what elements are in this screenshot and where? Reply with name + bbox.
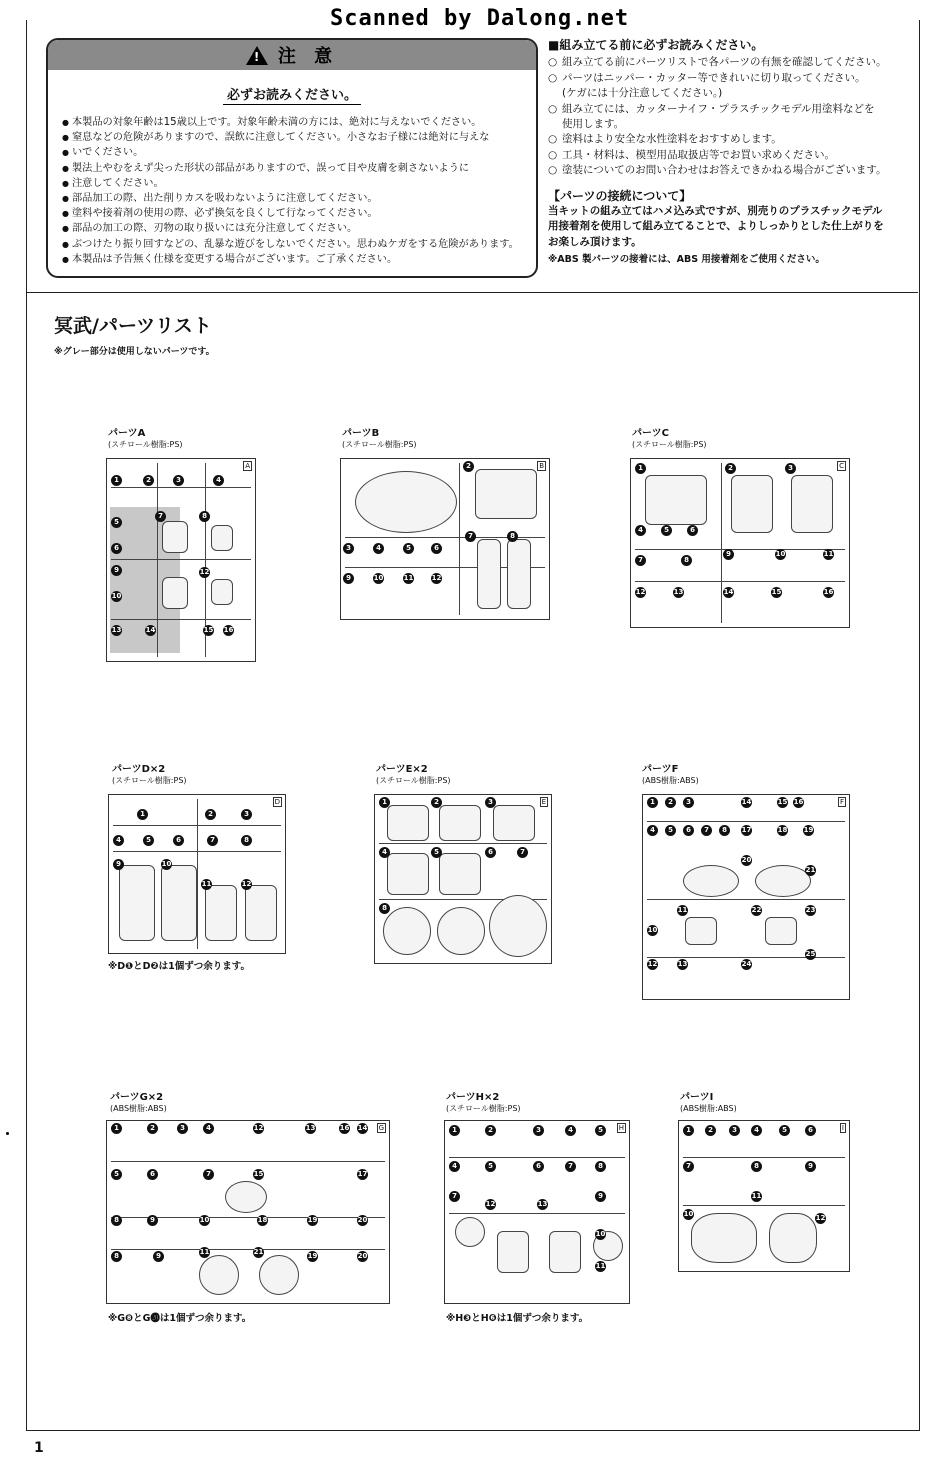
part-number: 4	[751, 1125, 762, 1136]
part-number: 4	[203, 1123, 214, 1134]
runner-material: (スチロール樹脂:PS)	[376, 776, 451, 785]
connection-line: お楽しみ頂けます。	[548, 235, 642, 248]
part-number: 9	[153, 1251, 164, 1262]
part-number: 18	[257, 1216, 268, 1224]
runner-h-diagram	[444, 1120, 630, 1304]
part-number: 12	[199, 568, 210, 576]
part-number: 15	[253, 1170, 264, 1178]
part-number: 7	[203, 1169, 214, 1180]
part-number: 2	[485, 1125, 496, 1136]
sprue	[459, 463, 460, 615]
part-shape	[259, 1255, 299, 1295]
part-number: 10	[199, 1216, 210, 1224]
part-number: 9	[805, 1161, 816, 1172]
part-number: 10	[647, 926, 658, 934]
section-divider	[26, 292, 918, 293]
part-number: 6	[147, 1169, 158, 1180]
runner-letter: H	[618, 1124, 624, 1132]
part-shape	[225, 1181, 267, 1213]
part-number: 15	[777, 798, 788, 806]
note-item: ○ 組み立てる前にパーツリストで各パーツの有無を確認してください。	[548, 55, 908, 70]
runner-d-diagram	[108, 794, 286, 954]
part-number: 1	[449, 1125, 460, 1136]
assembly-notes	[548, 38, 908, 268]
part-shape	[439, 853, 481, 895]
part-number: 16	[339, 1124, 350, 1132]
part-shape	[211, 579, 233, 605]
part-number: 4	[635, 525, 646, 536]
part-number: 5	[111, 517, 122, 528]
part-number: 8	[111, 1251, 122, 1262]
runner-c-label	[632, 428, 707, 450]
connection-line: 用接着剤を使用して組み立てることで、よりしっかりとした仕上がりを	[548, 220, 884, 233]
part-number: 1	[683, 1125, 694, 1136]
part-number: 3	[343, 543, 354, 554]
part-number: 8	[507, 531, 518, 542]
part-shape	[685, 917, 717, 945]
runner-i-diagram	[678, 1120, 850, 1272]
sprue	[111, 559, 251, 560]
part-number: 2	[431, 797, 442, 808]
part-number: 8	[379, 903, 390, 914]
part-shape	[549, 1231, 581, 1273]
part-number: 1	[111, 1123, 122, 1134]
part-number: 3	[177, 1123, 188, 1134]
part-number: 11	[403, 574, 414, 582]
parts-list-note: ※グレー部分は使用しないパーツです。	[54, 347, 215, 357]
runner-d-footnote: ※D❶とD❷は1個ずつ余ります。	[108, 961, 250, 972]
runner-material: (スチロール樹脂:PS)	[342, 440, 417, 449]
part-shape	[161, 865, 197, 941]
part-number: 5	[779, 1125, 790, 1136]
part-number: 7	[449, 1191, 460, 1202]
part-number: 24	[741, 960, 752, 968]
runner-title: パーツD×2	[112, 764, 166, 775]
part-number: 20	[741, 856, 752, 864]
part-number: 13	[673, 588, 684, 596]
part-number: 13	[305, 1124, 316, 1132]
part-number: 4	[379, 847, 390, 858]
part-number: 6	[111, 543, 122, 554]
part-number: 13	[677, 960, 688, 968]
part-number: 19	[307, 1216, 318, 1224]
part-number: 23	[805, 906, 816, 914]
caution-item-cont: ● いでください。	[62, 145, 536, 160]
part-shape	[791, 475, 833, 533]
part-number: 5	[665, 825, 676, 836]
part-number: 12	[815, 1214, 826, 1222]
part-number: 5	[431, 847, 442, 858]
part-number: 9	[723, 549, 734, 560]
part-shape	[199, 1255, 239, 1295]
runner-e-label	[376, 764, 451, 786]
part-number: 1	[111, 475, 122, 486]
part-number: 4	[449, 1161, 460, 1172]
caution-subtitle: 必ずお読みください。	[48, 84, 536, 103]
runner-letter: I	[841, 1124, 844, 1132]
page-number: 1	[34, 1440, 44, 1456]
part-number: 6	[173, 835, 184, 846]
part-number: 5	[485, 1161, 496, 1172]
part-shape	[507, 539, 531, 609]
part-number: 5	[661, 525, 672, 536]
part-number: 11	[751, 1192, 762, 1200]
sprue	[647, 821, 845, 822]
part-shape	[691, 1213, 757, 1263]
note-item-cont: 使用します。	[562, 118, 625, 131]
runner-h-footnote: ※H❸とH❻は1個ずつ余ります。	[446, 1313, 589, 1324]
part-number: 6	[687, 525, 698, 536]
caution-item: ● 部品加工の際、出た削りカスを吸わないように注意してください。	[62, 191, 536, 206]
part-number: 4	[647, 825, 658, 836]
runner-material: (ABS樹脂:ABS)	[642, 776, 699, 785]
runner-b-label	[342, 428, 417, 450]
part-shape	[477, 539, 501, 609]
part-number: 7	[701, 825, 712, 836]
part-shape	[162, 521, 188, 553]
part-number: 20	[357, 1252, 368, 1260]
runner-letter: F	[839, 798, 844, 806]
part-shape	[683, 865, 739, 897]
runner-title: パーツB	[342, 428, 380, 439]
part-shape	[205, 885, 237, 941]
part-number: 5	[143, 835, 154, 846]
runner-title: パーツE×2	[376, 764, 428, 775]
part-number: 25	[805, 950, 816, 958]
note-item: ○ 組み立てには、カッターナイフ・プラスチックモデル用塗料などを	[548, 102, 908, 117]
part-number: 9	[113, 859, 124, 870]
runner-a-label	[108, 428, 183, 450]
part-number: 8	[595, 1161, 606, 1172]
part-number: 2	[147, 1123, 158, 1134]
part-number: 21	[253, 1248, 264, 1256]
part-shape	[455, 1217, 485, 1247]
runner-d-label	[112, 764, 187, 786]
part-shape	[497, 1231, 529, 1273]
runner-title: パーツC	[632, 428, 669, 439]
sprue	[449, 1157, 625, 1158]
part-number: 4	[565, 1125, 576, 1136]
sprue	[647, 899, 845, 900]
sprue	[197, 799, 198, 949]
part-shape	[387, 805, 429, 841]
part-number: 6	[533, 1161, 544, 1172]
caution-title: 注 意	[277, 46, 339, 67]
part-number: 2	[725, 463, 736, 474]
part-number: 8	[199, 511, 210, 522]
runner-title: パーツF	[642, 764, 679, 775]
part-number: 13	[111, 626, 122, 634]
parts-list-title: 冥武/パーツリスト	[54, 315, 212, 337]
part-number: 21	[805, 866, 816, 874]
part-number: 2	[665, 797, 676, 808]
runner-f-label	[642, 764, 699, 786]
part-number: 9	[111, 565, 122, 576]
sprue	[635, 581, 845, 582]
part-number: 5	[111, 1169, 122, 1180]
part-shape	[119, 865, 155, 941]
part-number: 3	[485, 797, 496, 808]
note-item: ○ 工具・材料は、模型用品取扱店等でお買い求めください。	[548, 148, 908, 163]
caution-item: ● 部品の加工の際、刃物の取り扱いには充分注意してください。	[62, 221, 536, 236]
part-shape	[765, 917, 797, 945]
part-number: 4	[213, 475, 224, 486]
part-shape	[731, 475, 773, 533]
part-number: 7	[155, 511, 166, 522]
runner-title: パーツI	[680, 1092, 714, 1103]
part-number: 6	[805, 1125, 816, 1136]
part-number: 7	[635, 555, 646, 566]
part-number: 5	[595, 1125, 606, 1136]
part-number: 3	[683, 797, 694, 808]
part-shape	[437, 907, 485, 955]
part-number: 1	[647, 797, 658, 808]
part-number: 8	[751, 1161, 762, 1172]
part-number: 14	[145, 626, 156, 634]
part-number: 12	[647, 960, 658, 968]
sprue	[721, 463, 722, 623]
runner-g-diagram	[106, 1120, 390, 1304]
runner-title: パーツH×2	[446, 1092, 500, 1103]
runner-material: (スチロール樹脂:PS)	[632, 440, 707, 449]
runner-letter: A	[245, 462, 250, 470]
part-number: 19	[803, 826, 814, 834]
part-shape	[755, 865, 811, 897]
runner-letter: G	[378, 1124, 384, 1132]
note-item: ○ パーツはニッパー・カッター等できれいに切り取ってください。	[548, 71, 908, 86]
part-shape	[493, 805, 535, 841]
runner-material: (スチロール樹脂:PS)	[446, 1104, 521, 1113]
part-number: 8	[111, 1215, 122, 1226]
part-number: 14	[741, 798, 752, 806]
part-number: 15	[771, 588, 782, 596]
part-number: 11	[823, 550, 834, 558]
note-item-cont: (ケガには十分注意してください。)	[562, 87, 723, 100]
part-number: 7	[517, 847, 528, 858]
runner-i-label	[680, 1092, 737, 1114]
part-number: 3	[729, 1125, 740, 1136]
part-shape	[387, 853, 429, 895]
runner-letter: E	[541, 798, 546, 806]
sprue	[111, 619, 251, 620]
caution-item-cont: ● 注意してください。	[62, 176, 536, 191]
part-shape	[439, 805, 481, 841]
runner-material: (ABS樹脂:ABS)	[680, 1104, 737, 1113]
part-number: 15	[203, 626, 214, 634]
part-number: 12	[485, 1200, 496, 1208]
part-number: 7	[465, 531, 476, 542]
caution-header	[48, 40, 536, 70]
part-number: 1	[137, 809, 148, 820]
part-shape	[769, 1213, 817, 1263]
caution-item: ● 窒息などの危険がありますので、誤飲に注意してください。小さなお子様には絶対に与えな	[62, 130, 536, 145]
runner-f-diagram	[642, 794, 850, 1000]
part-number: 6	[683, 825, 694, 836]
part-number: 2	[705, 1125, 716, 1136]
part-number: 12	[635, 588, 646, 596]
part-number: 8	[719, 825, 730, 836]
runner-a-diagram	[106, 458, 256, 662]
sprue	[111, 1161, 385, 1162]
watermark: Scanned by Dalong.net	[330, 6, 630, 31]
scan-speck	[6, 1132, 9, 1135]
part-shape	[489, 895, 547, 957]
part-number: 11	[199, 1248, 210, 1256]
sprue	[111, 1249, 385, 1250]
part-shape	[355, 471, 457, 533]
part-number: 18	[777, 826, 788, 834]
runner-g-label	[110, 1092, 167, 1114]
part-number: 4	[113, 835, 124, 846]
part-number: 3	[533, 1125, 544, 1136]
caution-item: ● ぶつけたり振り回すなどの、乱暴な遊びをしないでください。思わぬケガをする危険があります。	[62, 237, 536, 252]
sprue	[683, 1205, 845, 1206]
part-number: 11	[595, 1262, 606, 1270]
part-number: 1	[635, 463, 646, 474]
part-number: 14	[723, 588, 734, 596]
part-number: 3	[241, 809, 252, 820]
runner-material: (スチロール樹脂:PS)	[112, 776, 187, 785]
warning-icon	[246, 46, 268, 65]
part-number: 17	[357, 1170, 368, 1178]
runner-e-diagram	[374, 794, 552, 964]
sprue	[379, 843, 547, 844]
sprue	[449, 1213, 625, 1214]
runner-h-label	[446, 1092, 521, 1114]
part-number: 9	[343, 573, 354, 584]
part-number: 12	[241, 880, 252, 888]
notes-heading: ■組み立てる前に必ずお読みください。	[548, 38, 764, 52]
part-number: 2	[143, 475, 154, 486]
runner-material: (スチロール樹脂:PS)	[108, 440, 183, 449]
part-number: 12	[253, 1124, 264, 1132]
sprue	[111, 487, 251, 488]
part-number: 16	[823, 588, 834, 596]
part-number: 3	[785, 463, 796, 474]
part-number: 10	[775, 550, 786, 558]
runner-letter: C	[839, 462, 844, 470]
part-number: 1	[379, 797, 390, 808]
part-number: 12	[431, 574, 442, 582]
part-number: 11	[677, 906, 688, 914]
part-number: 17	[741, 826, 752, 834]
runner-material: (ABS樹脂:ABS)	[110, 1104, 167, 1113]
part-number: 6	[485, 847, 496, 858]
part-number: 10	[111, 592, 122, 600]
runner-title: パーツA	[108, 428, 146, 439]
part-number: 2	[463, 461, 474, 472]
part-number: 2	[205, 809, 216, 820]
part-number: 10	[373, 574, 384, 582]
part-number: 7	[683, 1161, 694, 1172]
note-item: ○ 塗装についてのお問い合わせはお答えできかねる場合がございます。	[548, 163, 908, 178]
sprue	[157, 463, 158, 657]
part-number: 9	[147, 1215, 158, 1226]
part-number: 16	[793, 798, 804, 806]
caution-item: ● 本製品の対象年齢は15歳以上です。対象年齢未満の方には、絶対に与えないでください。	[62, 115, 536, 130]
part-shape	[645, 475, 707, 525]
part-number: 10	[683, 1210, 694, 1218]
part-number: 14	[357, 1124, 368, 1132]
part-number: 7	[565, 1161, 576, 1172]
part-number: 8	[241, 835, 252, 846]
caution-box	[46, 38, 538, 278]
caution-item: ● 本製品は予告無く仕様を変更する場合がございます。ご了承ください。	[62, 252, 536, 267]
runner-c-diagram	[630, 458, 850, 628]
connection-note: ※ABS 製パーツの接着には、ABS 用接着剤をご使用ください。	[548, 254, 825, 266]
part-shape	[383, 907, 431, 955]
part-number: 4	[373, 543, 384, 554]
caution-list	[62, 115, 536, 267]
sprue	[635, 549, 845, 550]
connection-heading: 【パーツの接続について】	[548, 188, 692, 203]
sprue	[683, 1157, 845, 1158]
runner-g-footnote: ※G❽とG⓴は1個ずつ余ります。	[108, 1313, 252, 1324]
part-number: 6	[431, 543, 442, 554]
connection-line: 当キットの組み立てはハメ込み式ですが、別売りのプラスチックモデル	[548, 205, 883, 218]
runner-letter: B	[539, 462, 544, 470]
part-shape	[475, 469, 537, 519]
caution-item: ● 塗料や接着剤の使用の際、必ず換気を良くして行なってください。	[62, 206, 536, 221]
part-number: 9	[595, 1191, 606, 1202]
part-number: 5	[403, 543, 414, 554]
note-item: ○ 塗料はより安全な水性塗料をおすすめします。	[548, 132, 908, 147]
part-number: 22	[751, 906, 762, 914]
part-number: 8	[681, 555, 692, 566]
runner-b-diagram	[340, 458, 550, 620]
part-number: 13	[537, 1200, 548, 1208]
part-number: 11	[201, 880, 212, 888]
part-shape	[162, 577, 188, 609]
part-number: 19	[307, 1252, 318, 1260]
caution-item: ● 製法上やむをえず尖った形状の部品がありますので、誤って目や皮膚を刺さないように	[62, 161, 536, 176]
part-number: 20	[357, 1216, 368, 1224]
part-number: 10	[595, 1230, 606, 1238]
runner-letter: D	[274, 798, 280, 806]
part-number: 16	[223, 626, 234, 634]
part-number: 3	[173, 475, 184, 486]
part-shape	[245, 885, 277, 941]
part-shape	[211, 525, 233, 551]
part-number: 10	[161, 860, 172, 868]
part-number: 7	[207, 835, 218, 846]
runner-title: パーツG×2	[110, 1092, 164, 1103]
